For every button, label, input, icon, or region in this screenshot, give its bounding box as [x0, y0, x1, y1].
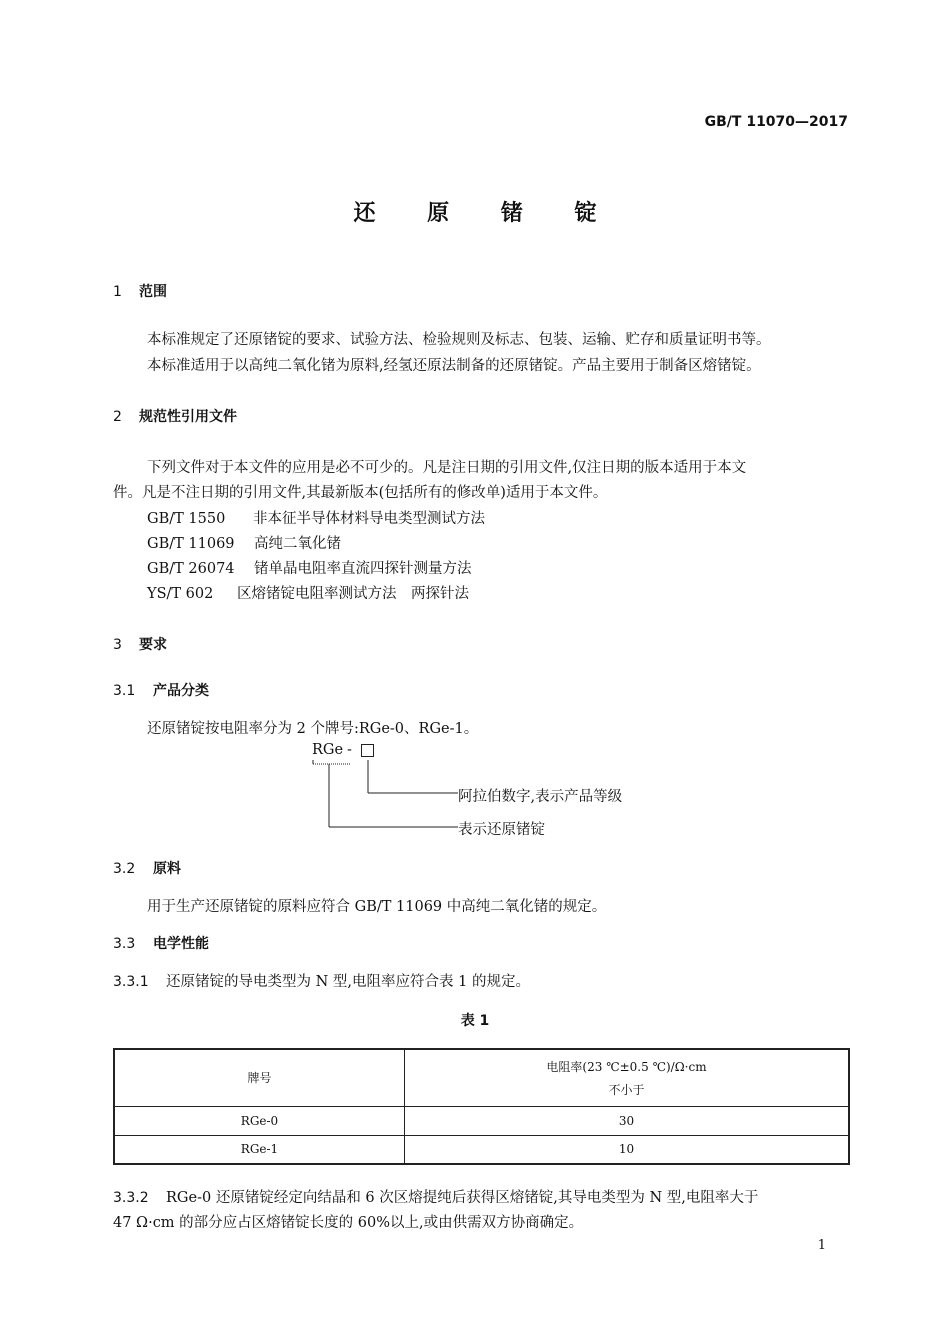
designation-dash: -: [347, 742, 352, 758]
reference-item: [147, 557, 472, 578]
cell-value: 30: [405, 1106, 850, 1135]
resistivity-table: [113, 1048, 850, 1165]
section-3-3-heading: [113, 933, 209, 953]
reference-item: [147, 532, 341, 553]
reference-name: 区熔锗锭电阻率测试方法 两探针法: [237, 586, 469, 602]
section-number: 1: [113, 284, 122, 300]
cell-value: 10: [405, 1135, 850, 1164]
section-1-paragraph-2: 本标准适用于以高纯二氧化锗为原料,经氢还原法制备的还原锗锭。产品主要用于制备区熔锗锭。: [147, 358, 761, 374]
reference-code: GB/T 1550: [147, 511, 226, 527]
section-2-heading: [113, 406, 237, 426]
table-row: [114, 1106, 849, 1135]
header-resistivity: [405, 1049, 850, 1106]
reference-name: 高纯二氧化锗: [254, 536, 341, 552]
reference-item: [147, 507, 485, 528]
section-3-3-1: [113, 970, 530, 991]
table-row: [114, 1135, 849, 1164]
reference-name: 锗单晶电阻率直流四探针测量方法: [254, 561, 472, 577]
reference-item: [147, 582, 469, 603]
header-resistivity-line-2: 不小于: [608, 1082, 645, 1097]
document-title: 还 原 锗 锭: [353, 201, 619, 226]
section-1-heading: [113, 281, 167, 301]
section-number: 3.1: [113, 683, 136, 699]
reference-code: YS/T 602: [147, 586, 214, 602]
reference-code: GB/T 11069: [147, 536, 235, 552]
designation-label-digit: 阿拉伯数字,表示产品等级: [458, 789, 623, 805]
section-1-paragraph-1: 本标准规定了还原锗锭的要求、试验方法、检验规则及标志、包装、运输、贮存和质量证明书等。: [147, 332, 771, 348]
designation-prefix: RGe: [312, 742, 344, 758]
section-title: 产品分类: [153, 683, 209, 699]
section-2-paragraph-line-1: 下列文件对于本文件的应用是必不可少的。凡是注日期的引用文件,仅注日期的版本适用于本文: [147, 460, 747, 476]
section-title: 要求: [139, 637, 167, 653]
standard-number: GB/T 11070—2017: [704, 114, 848, 130]
clause-number: 3.3.1: [113, 974, 149, 990]
section-number: 3.3: [113, 936, 136, 952]
section-3-2-heading: [113, 858, 181, 878]
section-3-3-2-line-1: [113, 1186, 758, 1207]
clause-text: RGe-0 还原锗锭经定向结晶和 6 次区熔提纯后获得区熔锗锭,其导电类型为 N 型,电阻率大于: [166, 1190, 759, 1206]
designation-label-prefix: 表示还原锗锭: [458, 822, 545, 838]
section-number: 2: [113, 409, 122, 425]
section-3-1-paragraph: 还原锗锭按电阻率分为 2 个牌号:RGe-0、RGe-1。: [147, 721, 479, 737]
section-3-1-heading: [113, 680, 209, 700]
header-grade: 牌号: [114, 1049, 405, 1106]
section-3-3-2-line-2: 47 Ω·cm 的部分应占区熔锗锭长度的 60%以上,或由供需双方协商确定。: [113, 1215, 584, 1231]
section-2-paragraph-line-2: 件。凡是不注日期的引用文件,其最新版本(包括所有的修改单)适用于本文件。: [113, 485, 608, 501]
section-title: 范围: [139, 284, 167, 300]
page-number: 1: [817, 1238, 826, 1253]
section-title: 电学性能: [153, 936, 209, 952]
reference-name: 非本征半导体材料导电类型测试方法: [253, 511, 485, 527]
section-number: 3: [113, 637, 122, 653]
cell-grade: RGe-1: [114, 1135, 405, 1164]
section-title: 原料: [153, 861, 181, 877]
section-3-2-paragraph: 用于生产还原锗锭的原料应符合 GB/T 11069 中高纯二氧化锗的规定。: [147, 899, 607, 915]
section-title: 规范性引用文件: [139, 409, 237, 425]
header-resistivity-line-1: 电阻率(23 ℃±0.5 ℃)/Ω·cm: [546, 1059, 707, 1074]
reference-code: GB/T 26074: [147, 561, 235, 577]
clause-number: 3.3.2: [113, 1190, 149, 1206]
table-caption: 表 1: [460, 1013, 490, 1029]
section-number: 3.2: [113, 861, 136, 877]
clause-text: 还原锗锭的导电类型为 N 型,电阻率应符合表 1 的规定。: [166, 974, 530, 990]
cell-grade: RGe-0: [114, 1106, 405, 1135]
table-header-row: [114, 1049, 849, 1106]
designation-connector-lines: [300, 755, 470, 835]
section-3-heading: [113, 634, 167, 654]
